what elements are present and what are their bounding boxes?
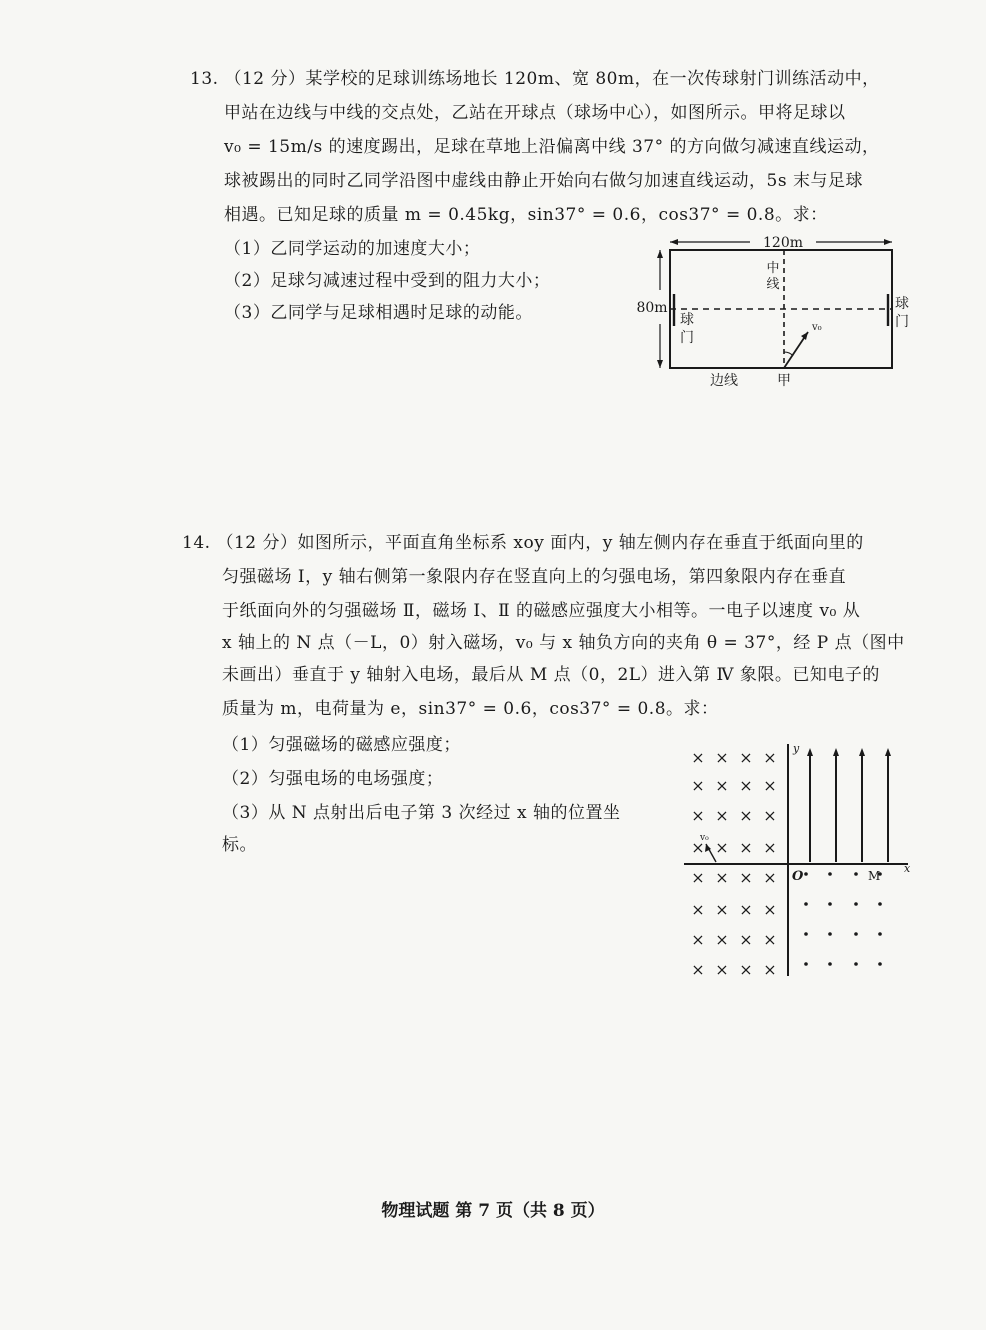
- q14-sub-1: （1）匀强磁场的磁感应强度；: [222, 735, 461, 755]
- q14-line-2: 匀强磁场 Ⅰ，y 轴右侧第一象限内存在竖直向上的匀强电场，第四象限内存在垂直: [222, 567, 847, 587]
- q14-sub-2: （2）匀强电场的电场强度；: [222, 769, 444, 789]
- field-width-label: 80m: [636, 300, 668, 316]
- page-footer: 物理试题 第 7 页（共 8 页）: [381, 1201, 605, 1221]
- magnetic-field-in-symbol: ×: [763, 748, 777, 767]
- magnetic-field-out-symbol: [854, 902, 858, 906]
- x-axis-label: x: [904, 862, 911, 875]
- center-line-label-2: 线: [766, 277, 780, 292]
- magnetic-field-in-symbol: ×: [739, 806, 753, 825]
- magnetic-field-in-symbol: ×: [739, 900, 753, 919]
- magnetic-field-in-symbol: ×: [763, 838, 777, 857]
- magnetic-field-in-symbol: ×: [691, 776, 705, 795]
- sideline-label: 边线: [710, 373, 738, 389]
- magnetic-field-out-symbol: [828, 902, 832, 906]
- left-goal-label-1: 球: [680, 312, 694, 328]
- magnetic-field-in-symbol: ×: [739, 748, 753, 767]
- right-goal-label-2: 门: [895, 314, 909, 330]
- m-point-label: M: [868, 869, 881, 883]
- magnetic-field-in-symbol: ×: [763, 960, 777, 979]
- magnetic-field-out-symbol: [878, 962, 882, 966]
- magnetic-field-out-symbol: [878, 932, 882, 936]
- magnetic-field-in-symbol: ×: [715, 930, 729, 949]
- magnetic-field-in-symbol: ×: [715, 806, 729, 825]
- q13-line-3: v₀ = 15m/s 的速度踢出，足球在草地上沿偏离中线 37° 的方向做匀减速直线运动，: [224, 137, 880, 157]
- electron-velocity-label: v₀: [700, 833, 709, 843]
- magnetic-field-out-symbol: [804, 872, 808, 876]
- magnetic-field-in-symbol: ×: [691, 838, 705, 857]
- q14-line-3: 于纸面向外的匀强磁场 Ⅱ，磁场 Ⅰ、Ⅱ 的磁感应强度大小相等。一电子以速度 v₀ 从: [222, 601, 861, 621]
- magnetic-field-in-symbol: ×: [691, 868, 705, 887]
- q13-line-4: 球被踢出的同时乙同学沿图中虚线由静止开始向右做匀加速直线运动，5s 末与足球: [224, 171, 863, 191]
- magnetic-field-in-symbol: ×: [691, 806, 705, 825]
- q13-sub-1: （1）乙同学运动的加速度大小；: [224, 239, 481, 259]
- magnetic-field-in-symbol: ×: [715, 838, 729, 857]
- magnetic-field-in-symbol: ×: [691, 748, 705, 767]
- right-goal-label-1: 球: [895, 296, 909, 312]
- q14-sub-3: （3）从 N 点射出后电子第 3 次经过 x 轴的位置坐: [222, 803, 621, 823]
- q14-line-6: 质量为 m，电荷量为 e，sin37° = 0.6，cos37° = 0.8。求：: [222, 699, 719, 719]
- magnetic-field-in-symbol: ×: [739, 868, 753, 887]
- magnetic-field-in-symbol: ×: [715, 960, 729, 979]
- magnetic-field-out-symbol: [828, 872, 832, 876]
- magnetic-field-out-symbol: [804, 932, 808, 936]
- magnetic-field-out-symbol: [804, 902, 808, 906]
- q13-sub-2: （2）足球匀减速过程中受到的阻力大小；: [224, 271, 551, 291]
- magnetic-field-out-symbol: [854, 962, 858, 966]
- magnetic-field-in-symbol: ×: [763, 900, 777, 919]
- origin-label: O: [792, 869, 804, 884]
- q13-line-5: 相遇。已知足球的质量 m = 0.45kg，sin37° = 0.6，cos37° = 0.8。求：: [224, 205, 828, 225]
- q14-line-5: 未画出）垂直于 y 轴射入电场，最后从 M 点（0，2L）进入第 Ⅳ 象限。已知电子的: [222, 665, 880, 685]
- field-length-label: 120m: [763, 235, 803, 251]
- magnetic-field-in-symbol: ×: [739, 776, 753, 795]
- q14-line-1: 14. （12 分）如图所示，平面直角坐标系 xoy 面内，y 轴左侧内存在垂直于纸面向里的: [182, 533, 864, 553]
- magnetic-field-in-symbol: ×: [715, 900, 729, 919]
- magnetic-field-in-symbol: ×: [715, 748, 729, 767]
- left-goal-label-2: 门: [680, 330, 694, 346]
- q13-sub-3: （3）乙同学与足球相遇时足球的动能。: [224, 303, 533, 323]
- magnetic-field-in-symbol: ×: [715, 776, 729, 795]
- q13-line-1: 13. （12 分）某学校的足球训练场地长 120m、宽 80m，在一次传球射门训练活动中，: [190, 69, 880, 89]
- magnetic-field-out-symbol: [828, 932, 832, 936]
- field-coordinate-diagram: [680, 738, 920, 986]
- magnetic-field-in-symbol: ×: [691, 900, 705, 919]
- magnetic-field-in-symbol: ×: [763, 776, 777, 795]
- magnetic-field-in-symbol: ×: [763, 930, 777, 949]
- magnetic-field-out-symbol: [854, 872, 858, 876]
- q14-line-4: x 轴上的 N 点（－L，0）射入磁场，v₀ 与 x 轴负方向的夹角 θ = 37°，经 P 点（图中: [222, 633, 905, 653]
- magnetic-field-out-symbol: [804, 962, 808, 966]
- magnetic-field-in-symbol: ×: [739, 930, 753, 949]
- ball-velocity-label: v₀: [812, 322, 822, 333]
- football-field-diagram: [630, 228, 910, 393]
- magnetic-field-out-symbol: [878, 902, 882, 906]
- q13-line-2: 甲站在边线与中线的交点处，乙站在开球点（球场中心），如图所示。甲将足球以: [224, 103, 846, 123]
- jia-label: 甲: [777, 373, 791, 389]
- magnetic-field-in-symbol: ×: [739, 960, 753, 979]
- magnetic-field-in-symbol: ×: [763, 868, 777, 887]
- magnetic-field-in-symbol: ×: [715, 868, 729, 887]
- magnetic-field-in-symbol: ×: [691, 960, 705, 979]
- magnetic-field-out-symbol: [828, 962, 832, 966]
- magnetic-field-in-symbol: ×: [739, 838, 753, 857]
- magnetic-field-in-symbol: ×: [691, 930, 705, 949]
- magnetic-field-in-symbol: ×: [763, 806, 777, 825]
- magnetic-field-out-symbol: [854, 932, 858, 936]
- y-axis-label: y: [793, 742, 800, 755]
- q14-sub-4: 标。: [222, 835, 257, 855]
- center-line-label-1: 中: [766, 261, 780, 276]
